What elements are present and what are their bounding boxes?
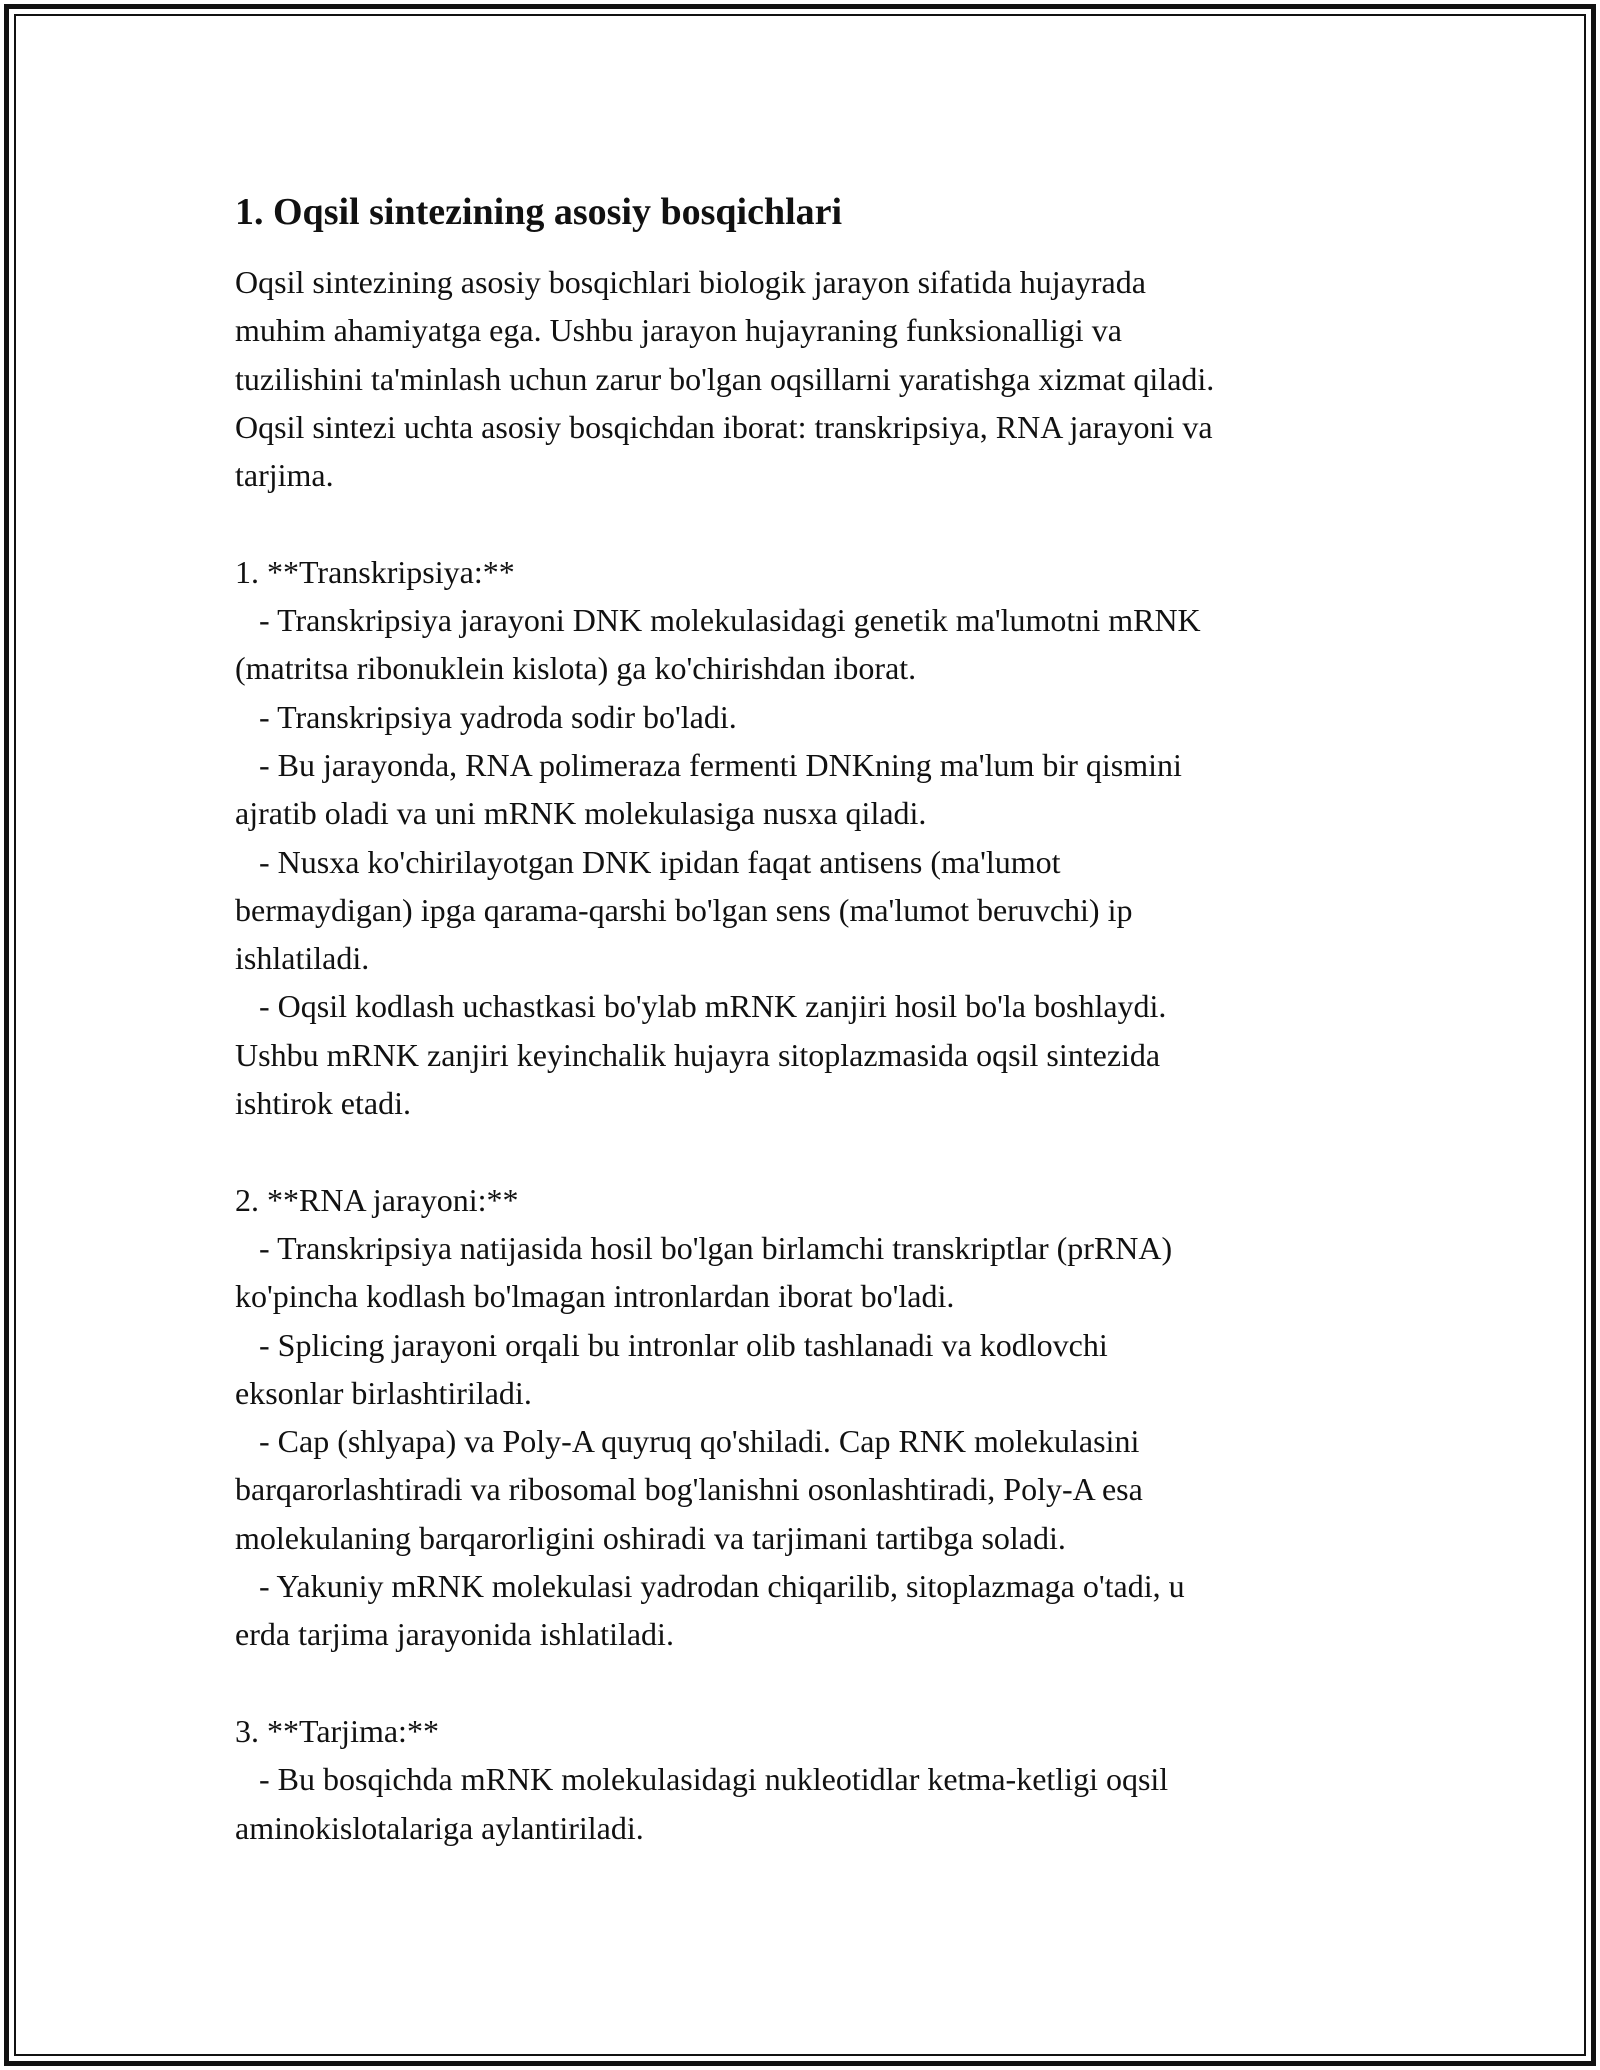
text-line: Ushbu mRNK zanjiri keyinchalik hujayra sitoplazmasida oqsil sintezida — [235, 1036, 1161, 1073]
text-line: - Splicing jarayoni orqali bu intronlar olib tashlanadi va kodlovchi — [235, 1326, 1108, 1363]
text-line: (matritsa ribonuklein kislota) ga ko'chirishdan iborat. — [235, 650, 917, 687]
blank-line — [235, 499, 1365, 547]
text-line: muhim ahamiyatga ega. Ushbu jarayon hujayraning funksionalligi va — [235, 312, 1122, 349]
section-title-tarjima: 3. **Tarjima:** — [235, 1712, 439, 1749]
text-line: aminokislotalariga aylantiriladi. — [235, 1809, 644, 1846]
section-title-transkripsiya: 1. **Transkripsiya:** — [235, 553, 515, 590]
text-line: Oqsil sintezining asosiy bosqichlari biologik jarayon sifatida hujayrada — [235, 264, 1146, 300]
text-line: tuzilishini ta'minlash uchun zarur bo'lgan oqsillarni yaratishga xizmat qiladi. — [235, 360, 1215, 397]
text-line: ko'pincha kodlash bo'lmagan intronlardan iborat bo'ladi. — [235, 1278, 955, 1315]
text-line: - Oqsil kodlash uchastkasi bo'ylab mRNK zanjiri hosil bo'la boshlaydi. — [235, 988, 1167, 1025]
document-text — [235, 258, 1365, 1852]
document-body — [235, 188, 1365, 1852]
text-line: molekulaning barqarorligini oshiradi va tarjimani tartibga soladi. — [235, 1519, 1066, 1556]
blank-line — [235, 1659, 1365, 1707]
text-line: eksonlar birlashtiriladi. — [235, 1374, 532, 1411]
blank-line — [235, 1127, 1365, 1175]
text-line: - Cap (shlyapa) va Poly-A quyruq qo'shiladi. Cap RNK molekulasini — [235, 1423, 1140, 1460]
text-line: - Transkripsiya natijasida hosil bo'lgan birlamchi transkriptlar (prRNA) — [235, 1229, 1173, 1266]
text-line: ishtirok etadi. — [235, 1085, 411, 1122]
text-line: tarjima. — [235, 457, 334, 494]
text-line: - Bu bosqichda mRNK molekulasidagi nukleotidlar ketma-ketligi oqsil — [235, 1761, 1169, 1798]
text-line: - Nusxa ko'chirilayotgan DNK ipidan faqat antisens (ma'lumot — [235, 843, 1061, 880]
text-line: - Yakuniy mRNK molekulasi yadrodan chiqarilib, sitoplazmaga o'tadi, u — [235, 1568, 1185, 1605]
text-line: - Transkripsiya yadroda sodir bo'ladi. — [235, 698, 737, 735]
text-line: ajratib oladi va uni mRNK molekulasiga nusxa qiladi. — [235, 795, 927, 832]
text-line: ishlatiladi. — [235, 940, 370, 977]
text-line: erda tarjima jarayonida ishlatiladi. — [235, 1616, 674, 1653]
text-line: bermaydigan) ipga qarama-qarshi bo'lgan sens (ma'lumot beruvchi) ip — [235, 891, 1133, 928]
text-line: barqarorlashtiradi va ribosomal bog'lanishni osonlashtiradi, Poly-A esa — [235, 1471, 1143, 1508]
document-heading: 1. Oqsil sintezining asosiy bosqichlari — [235, 191, 843, 233]
text-line: - Bu jarayonda, RNA polimeraza fermenti DNKning ma'lum bir qismini — [235, 746, 1182, 783]
section-title-rna-jarayoni: 2. **RNA jarayoni:** — [235, 1181, 519, 1218]
text-line: - Transkripsiya jarayoni DNK molekulasidagi genetik ma'lumotni mRNK — [235, 602, 1201, 639]
text-line: Oqsil sintezi uchta asosiy bosqichdan iborat: transkripsiya, RNA jarayoni va — [235, 408, 1213, 445]
